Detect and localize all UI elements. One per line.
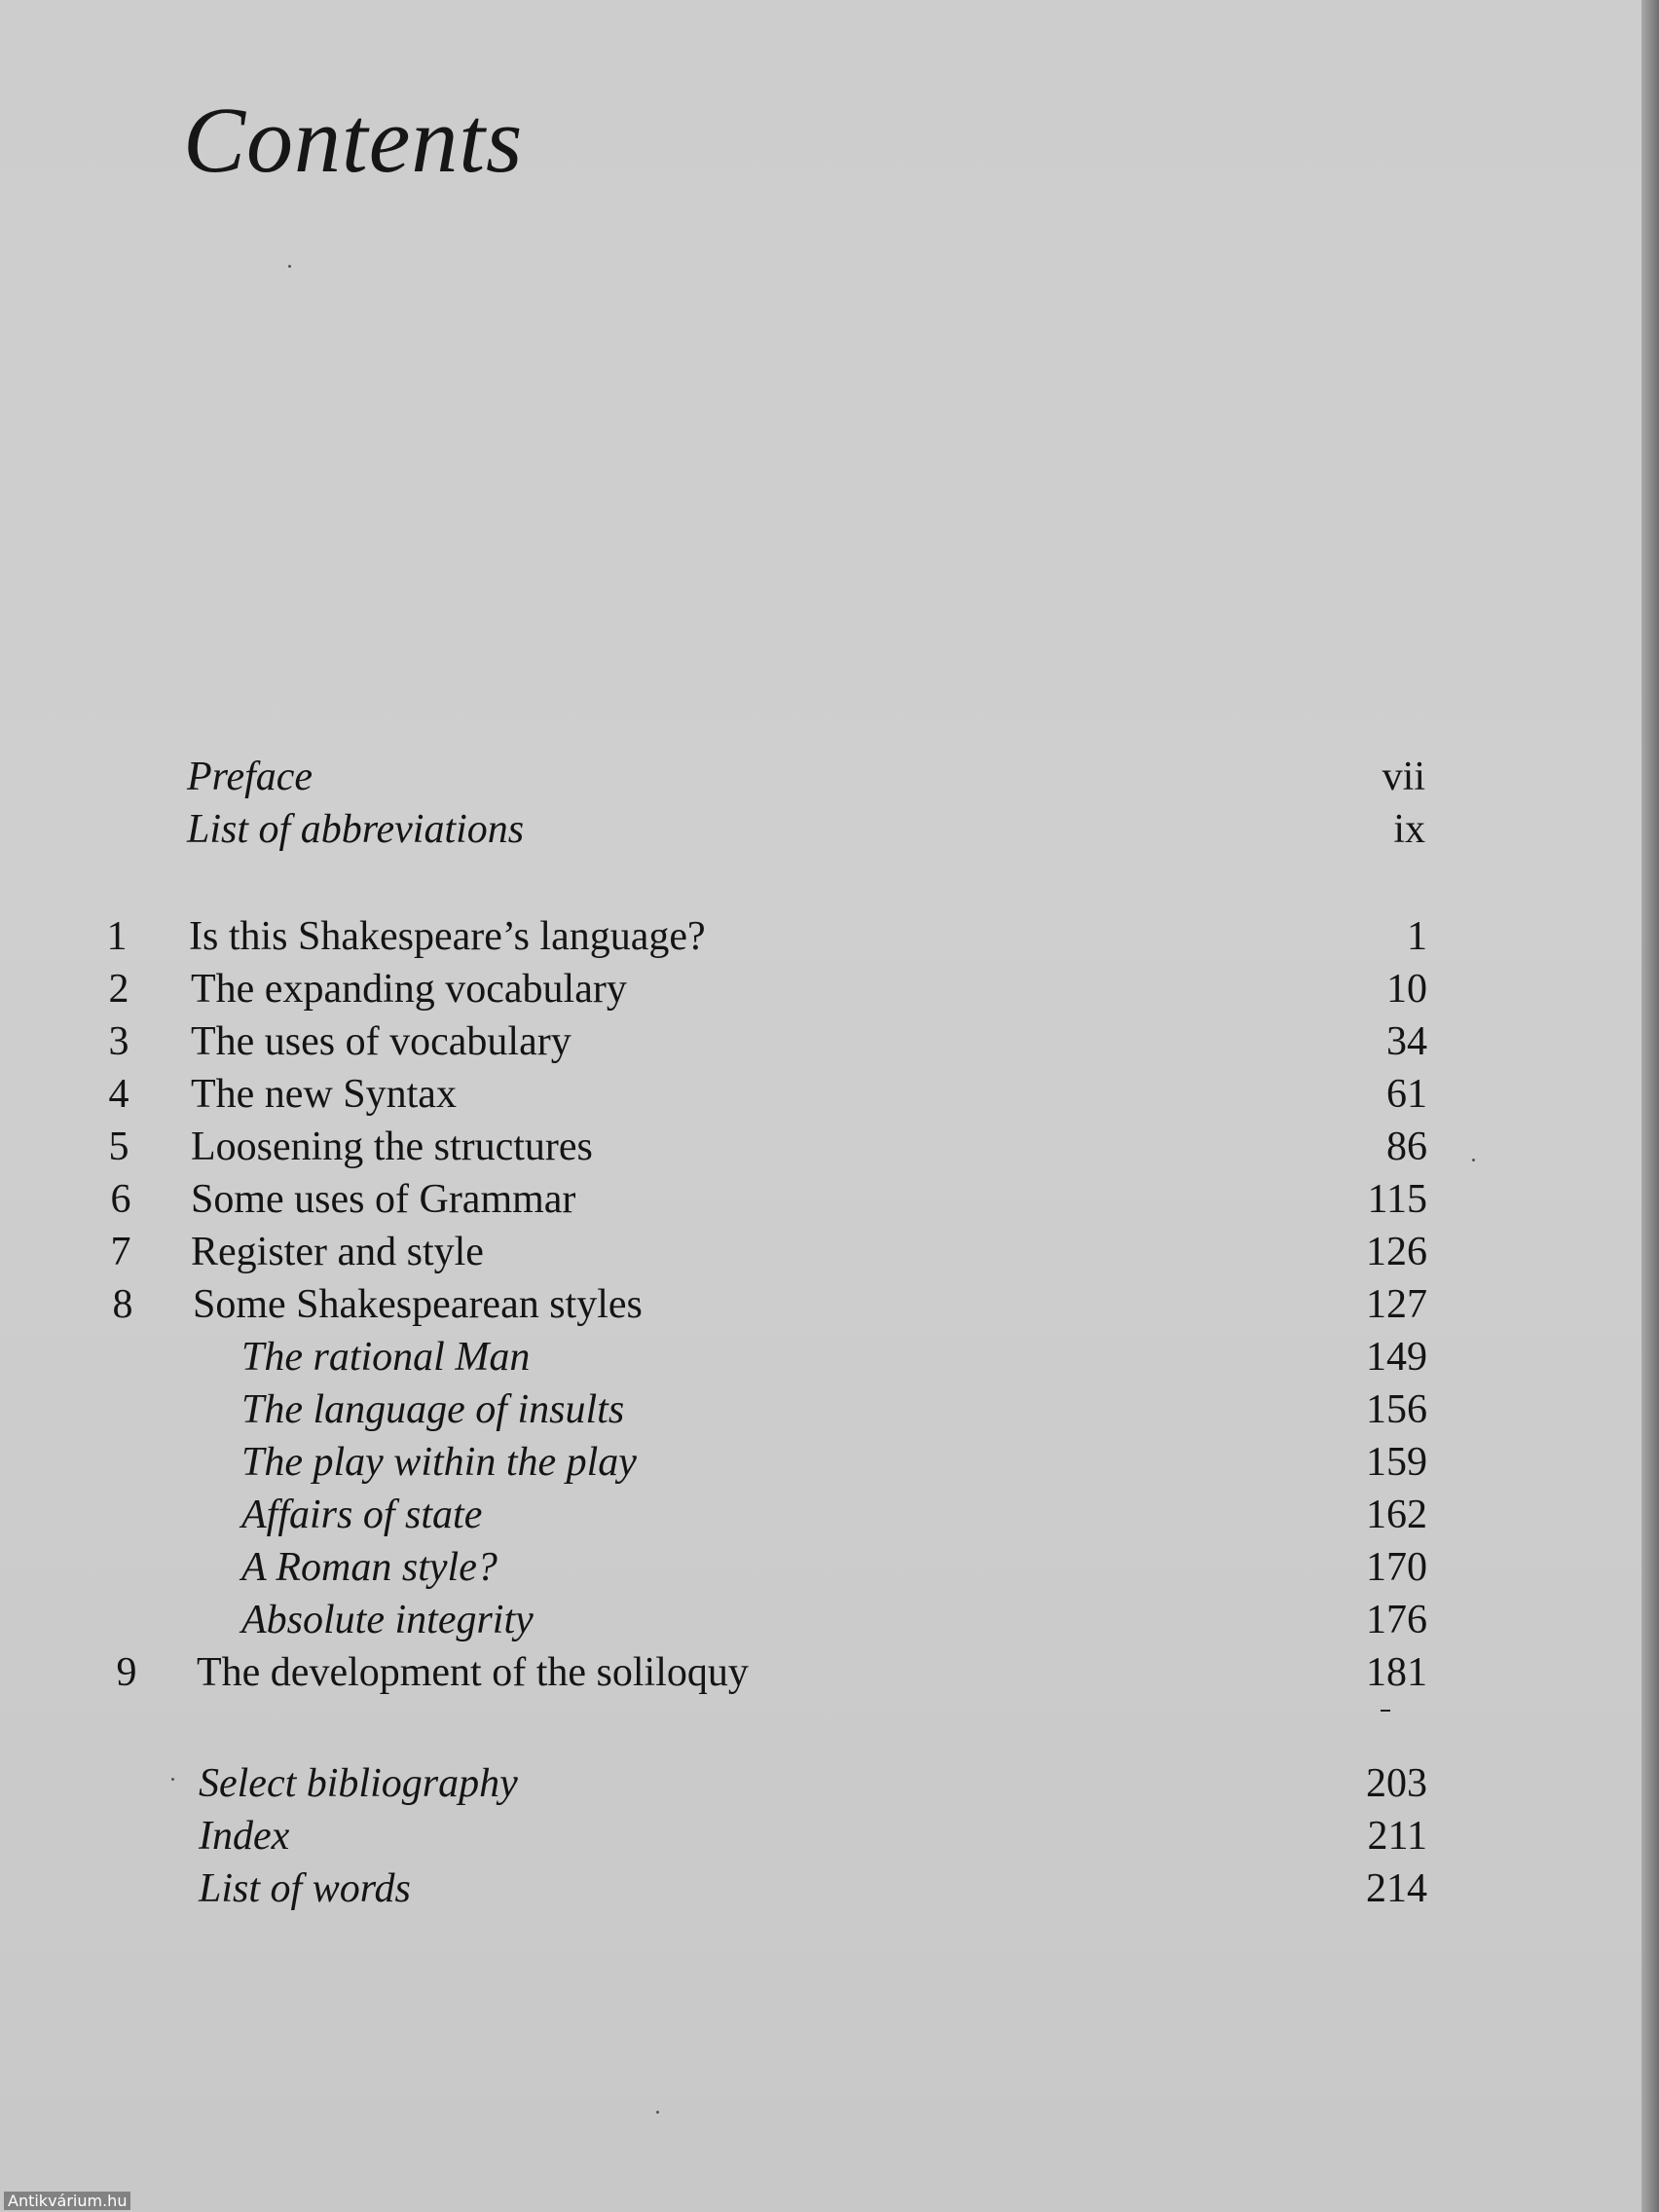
section-title: A Roman style? — [241, 1545, 498, 1590]
chapter-title: Loosening the structures — [191, 1124, 593, 1169]
toc-page-number: 203 — [1366, 1761, 1427, 1806]
toc-chapter-4 — [99, 1069, 1427, 1120]
toc-chapter-6 — [101, 1174, 1427, 1225]
section-title: The rational Man — [241, 1335, 531, 1380]
toc-chapter-8 — [103, 1279, 1427, 1330]
chapter-title: Some uses of Grammar — [191, 1177, 576, 1222]
toc-page-number: ix — [1393, 807, 1425, 852]
toc-label: Index — [199, 1814, 290, 1859]
toc-page-number: 214 — [1366, 1866, 1427, 1911]
toc-label: List of abbreviations — [187, 807, 525, 852]
toc-page-number: 1 — [1407, 914, 1427, 959]
toc-label: Preface — [187, 755, 313, 799]
chapter-title: The uses of vocabulary — [191, 1019, 571, 1064]
toc-chapter-5 — [99, 1122, 1427, 1172]
toc-section-play-within-play — [241, 1437, 1427, 1488]
chapter-number: 6 — [110, 1177, 131, 1222]
toc-page-number: 115 — [1367, 1177, 1427, 1222]
toc-entry-list-of-words — [199, 1863, 1427, 1914]
toc-section-roman-style — [241, 1542, 1427, 1593]
toc-page-number: 156 — [1366, 1387, 1427, 1432]
toc-section-absolute-integrity — [241, 1595, 1427, 1645]
toc-chapter-2 — [99, 964, 1427, 1014]
toc-chapter-1 — [97, 911, 1427, 962]
chapter-number: 7 — [110, 1230, 131, 1274]
paper-speck — [288, 265, 291, 268]
section-title: The language of insults — [241, 1387, 625, 1432]
toc-page-number: 149 — [1366, 1335, 1427, 1380]
section-title: Absolute integrity — [241, 1598, 534, 1642]
chapter-title: Some Shakespearean styles — [193, 1282, 643, 1327]
toc-chapter-3 — [99, 1016, 1427, 1067]
chapter-number: 3 — [108, 1019, 129, 1064]
toc-page-number: 86 — [1386, 1124, 1427, 1169]
chapter-number: 9 — [116, 1650, 137, 1695]
page-title: Contents — [183, 88, 524, 192]
chapter-title: Is this Shakespeare’s language? — [189, 914, 706, 959]
stray-dash-mark — [1381, 1710, 1390, 1712]
chapter-number: 8 — [112, 1282, 133, 1327]
toc-page-number: vii — [1382, 755, 1425, 799]
toc-entry-abbreviations — [187, 804, 1425, 855]
toc-page-number: 170 — [1366, 1545, 1427, 1590]
chapter-title: The new Syntax — [191, 1072, 457, 1117]
toc-section-rational-man — [241, 1332, 1427, 1382]
chapter-number: 1 — [106, 914, 128, 959]
paper-speck — [171, 1778, 174, 1781]
toc-section-insults — [241, 1384, 1427, 1435]
paper-speck — [1472, 1159, 1475, 1161]
toc-page-number: 176 — [1366, 1598, 1427, 1642]
toc-page-number: 159 — [1366, 1440, 1427, 1485]
toc-page-number: 61 — [1386, 1072, 1427, 1117]
toc-page-number: 127 — [1366, 1282, 1427, 1327]
chapter-title: The development of the soliloquy — [197, 1650, 749, 1695]
toc-page-number: 181 — [1366, 1650, 1427, 1695]
chapter-title: The expanding vocabulary — [191, 967, 627, 1012]
paper-speck — [656, 2111, 659, 2114]
section-title: Affairs of state — [241, 1493, 483, 1537]
chapter-number: 4 — [108, 1072, 129, 1117]
page-edge — [1641, 0, 1659, 2212]
toc-chapter-7 — [101, 1227, 1427, 1277]
toc-page-number: 10 — [1386, 967, 1427, 1012]
toc-entry-index — [199, 1811, 1427, 1862]
section-title: The play within the play — [241, 1440, 637, 1485]
toc-label: List of words — [199, 1866, 411, 1911]
toc-chapter-9 — [107, 1647, 1427, 1698]
chapter-title: Register and style — [191, 1230, 484, 1274]
toc-page-number: 126 — [1366, 1230, 1427, 1274]
toc-page-number: 211 — [1367, 1814, 1427, 1859]
toc-entry-preface — [187, 752, 1425, 802]
chapter-number: 2 — [108, 967, 129, 1012]
watermark: Antikvárium.hu — [4, 2192, 130, 2210]
toc-section-affairs-of-state — [241, 1490, 1427, 1540]
toc-page-number: 34 — [1386, 1019, 1427, 1064]
toc-entry-bibliography — [199, 1758, 1427, 1809]
chapter-number: 5 — [108, 1124, 129, 1169]
toc-page-number: 162 — [1366, 1493, 1427, 1537]
toc-label: Select bibliography — [199, 1761, 518, 1806]
